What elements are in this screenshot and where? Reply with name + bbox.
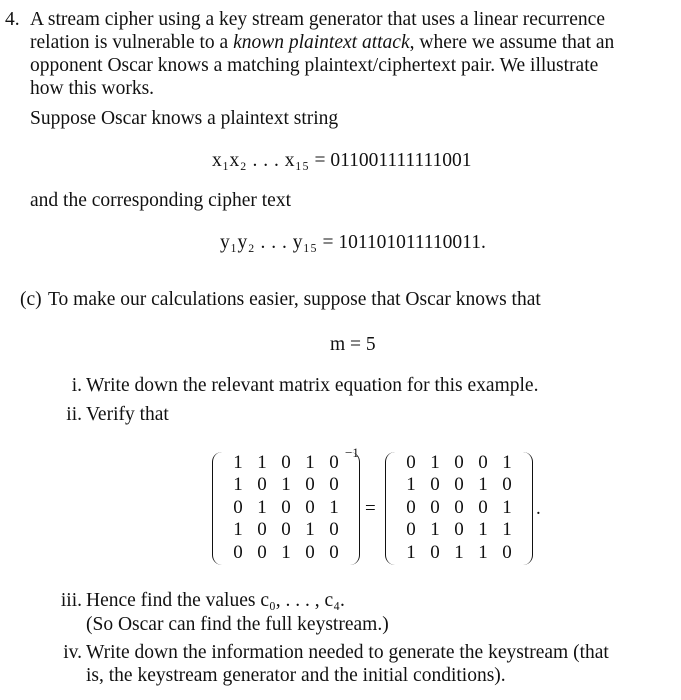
item-iv-label: iv. bbox=[63, 642, 82, 663]
intro-line-2-start: relation is vulnerable to a bbox=[30, 32, 229, 53]
matrix-period: . bbox=[536, 498, 541, 519]
matrix-a-cell: 0 bbox=[257, 519, 267, 541]
matrix-b-right-bracket bbox=[522, 452, 533, 565]
known-plaintext-attack-term: known plaintext attack bbox=[233, 32, 410, 53]
matrix-b-cell: 0 bbox=[406, 519, 416, 541]
matrix-b-cell: 0 bbox=[430, 474, 440, 496]
matrix-b-cell: 0 bbox=[406, 452, 416, 473]
matrix-b-cell: 1 bbox=[430, 452, 440, 473]
intro-line-3: opponent Oscar knows a matching plaintext/ciphertext pair. We illustrate bbox=[30, 55, 599, 76]
item-iv-text-cont: is, the keystream generator and the initial conditions). bbox=[86, 665, 506, 686]
intro-line-2 bbox=[30, 32, 614, 54]
item-iii-note: (So Oscar can find the full keystream.) bbox=[86, 614, 389, 635]
problem-number: 4. bbox=[5, 9, 20, 30]
matrix-b-cell: 0 bbox=[430, 496, 440, 518]
matrix-b-cell: 0 bbox=[478, 452, 488, 473]
matrix-b-cell: 1 bbox=[406, 541, 416, 563]
matrix-a-grid bbox=[226, 452, 346, 564]
matrix-a-cell: 0 bbox=[281, 519, 291, 541]
matrix-b bbox=[385, 452, 533, 565]
intro-line-2-end: , where we assume that an bbox=[409, 32, 615, 53]
matrix-b-cell: 1 bbox=[502, 519, 512, 541]
cipher-value: = 101101011110011. bbox=[322, 232, 486, 253]
matrix-a-cell: 0 bbox=[257, 474, 267, 496]
matrix-b-cell: 1 bbox=[406, 474, 416, 496]
plaintext-lhs: x₁x₂ . . . x₁₅ bbox=[212, 150, 310, 171]
cipher-lhs: y₁y₂ . . . y₁₅ bbox=[220, 232, 318, 253]
intro-line-1: A stream cipher using a key stream generator that uses a linear recurrence bbox=[30, 9, 605, 30]
plaintext-intro: Suppose Oscar knows a plaintext string bbox=[30, 108, 339, 129]
matrix-a-cell: 1 bbox=[257, 452, 267, 473]
matrix-a-cell: 0 bbox=[305, 541, 315, 563]
matrix-b-cell: 1 bbox=[502, 496, 512, 518]
matrix-b-cell: 0 bbox=[406, 496, 416, 518]
item-ii-text: Verify that bbox=[86, 404, 169, 425]
item-i-text: Write down the relevant matrix equation for this example. bbox=[86, 375, 539, 396]
matrix-a-cell: 1 bbox=[281, 474, 291, 496]
matrix-b-cell: 0 bbox=[454, 496, 464, 518]
matrix-a-left-bracket bbox=[212, 452, 223, 565]
matrix-b-cell: 1 bbox=[454, 541, 464, 563]
matrix-a-cell: 1 bbox=[233, 519, 243, 541]
matrix-a-cell: 0 bbox=[329, 452, 339, 473]
equals-sign: = bbox=[365, 498, 376, 519]
intro-line-4: how this works. bbox=[30, 78, 155, 99]
matrix-b-cell: 1 bbox=[430, 519, 440, 541]
matrix-a-cell: 0 bbox=[329, 519, 339, 541]
item-ii-label: ii. bbox=[66, 404, 82, 425]
matrix-a-cell: 1 bbox=[257, 496, 267, 518]
matrix-a-cell: 0 bbox=[329, 541, 339, 563]
matrix-b-cell: 0 bbox=[454, 452, 464, 473]
matrix-a-cell: 1 bbox=[233, 452, 243, 473]
matrix-b-cell: 1 bbox=[478, 541, 488, 563]
part-c-label: (c) bbox=[20, 289, 42, 310]
matrix-a-cell: 1 bbox=[281, 541, 291, 563]
matrix-a-cell: 1 bbox=[305, 452, 315, 473]
matrix-a-cell: 0 bbox=[281, 452, 291, 473]
matrix-a-cell: 0 bbox=[281, 496, 291, 518]
matrix-a-cell: 0 bbox=[257, 541, 267, 563]
matrix-b-cell: 0 bbox=[454, 519, 464, 541]
inverse-exponent: −1 bbox=[345, 445, 359, 460]
matrix-a-right-bracket bbox=[349, 452, 360, 565]
cipher-equation bbox=[220, 232, 486, 254]
m-equation: m = 5 bbox=[330, 334, 376, 355]
matrix-b-cell: 1 bbox=[478, 519, 488, 541]
item-iv-text: Write down the information needed to generate the keystream (that bbox=[86, 642, 609, 663]
matrix-a bbox=[212, 452, 360, 565]
matrix-b-left-bracket bbox=[385, 452, 396, 565]
matrix-a-cell: 1 bbox=[233, 474, 243, 496]
matrix-b-cell: 1 bbox=[502, 452, 512, 473]
matrix-a-cell: 0 bbox=[305, 496, 315, 518]
matrix-b-cell: 1 bbox=[478, 474, 488, 496]
matrix-a-cell: 0 bbox=[329, 474, 339, 496]
plaintext-value: = 011001111111001 bbox=[314, 150, 472, 171]
matrix-b-cell: 0 bbox=[430, 541, 440, 563]
matrix-b-cell: 0 bbox=[502, 541, 512, 563]
matrix-b-cell: 0 bbox=[502, 474, 512, 496]
matrix-a-cell: 1 bbox=[305, 519, 315, 541]
matrix-a-cell: 0 bbox=[233, 496, 243, 518]
matrix-b-cell: 0 bbox=[454, 474, 464, 496]
item-iii-label: iii. bbox=[60, 590, 82, 611]
item-iii-text: Hence find the values c₀, . . . , c₄. bbox=[86, 590, 345, 611]
part-c-text: To make our calculations easier, suppose that Oscar knows that bbox=[48, 289, 541, 310]
cipher-intro: and the corresponding cipher text bbox=[30, 190, 291, 211]
matrix-a-cell: 1 bbox=[329, 496, 339, 518]
plaintext-equation bbox=[212, 150, 472, 172]
matrix-a-cell: 0 bbox=[233, 541, 243, 563]
matrix-b-grid bbox=[399, 452, 519, 564]
matrix-b-cell: 0 bbox=[478, 496, 488, 518]
item-i-label: i. bbox=[71, 375, 82, 396]
matrix-a-cell: 0 bbox=[305, 474, 315, 496]
